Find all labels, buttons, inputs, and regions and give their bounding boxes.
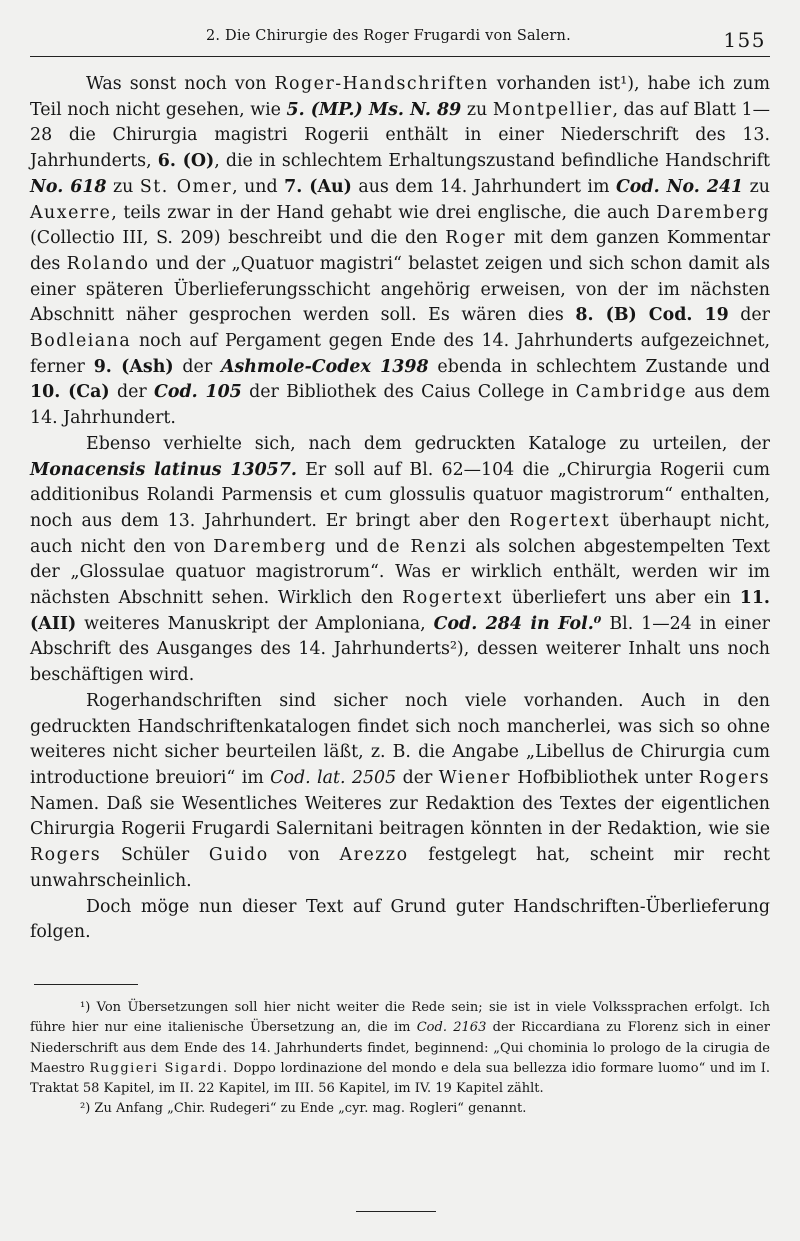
running-title: 2. Die Chirurgie des Roger Frugardi von Salern. [206,28,571,44]
footnote-2: ²) Zu Anfang „Chir. Rudegeri“ zu Ende „cyr. mag. Rogleri“ genannt. [80,1101,527,1117]
paragraph-3: Rogerhandschriften sind sicher noch viele vorhanden. Auch in den gedruckten Handschriftenkatalogen findet sich noch mancherlei, was sich so ohne weiteres nicht sicher beurteilen läßt, z. B. die Angabe „Libellus de Chirurgia cum introductione breuiori“ im Cod. lat. 2505 der Wiener Hofbibliothek unter Rogers Namen. Daß sie Wesentliches Weiteres zur Redaktion des Textes der eigentlichen Chirurgia Rogerii Frugardi Salernitani beitragen könnten in der Redaktion, wie sie Rogers Schüler Guido von Arezzo festgelegt hat, scheint mir recht unwahrscheinlich. [30,690,771,891]
page-number: 155 [723,28,766,52]
main-text [30,72,770,946]
bottom-rule [356,1211,436,1212]
paragraph-4: Doch möge nun dieser Text auf Grund guter Handschriften-Überlieferung folgen. [30,896,770,943]
paragraph-2: Ebenso verhielte sich, nach dem gedruckten Kataloge zu urteilen, der Monacensis latinus 13057. Er soll auf Bl. 62—104 die „Chirurgia Rogerii cum additionibus Rolandi Parmensis et cum glossulis quatuor magistrorum“ enthalten, noch aus dem 13. Jahrhundert. Er bringt aber den Rogertext überhaupt nicht, auch nicht den von Daremberg und de Renzi als solchen abgestempelten Text der „Glossulae quatuor magistrorum“. Was er wirklich enthält, werden wir im nächsten Abschnitt sehen. Wirklich den Rogertext überliefert uns aber ein 11. (AII) weiteres Manuskript der Amploniana, Cod. 284 in Fol.⁰ Bl. 1—24 in einer Abschrift des Ausganges des 14. Jahrhunderts²), dessen weiterer Inhalt uns noch beschäftigen wird. [30,433,771,686]
footnote-1: ¹) Von Übersetzungen soll hier nicht weiter die Rede sein; sie ist in viele Volkssprachen erfolgt. Ich führe hier nur eine italienische Übersetzung an, die im Cod. 2163 der Riccardiana zu Florenz sich in einer Niederschrift aus dem Ende des 14. Jahrhunderts findet, beginnend: „Qui chominia lo prologo de la cirugia de Maestro Ruggieri Sigardi. Doppo lordinazione del mondo e dela sua bellezza idio formare luomo“ und im I. Traktat 58 Kapitel, im II. 22 Kapitel, im III. 56 Kapitel, im IV. 19 Kapitel zählt. [30,1000,770,1097]
footnote-separator [34,984,138,985]
footnotes [30,998,770,1120]
paragraph-1: Was sonst noch von Roger-Handschriften vorhanden ist¹), habe ich zum Teil noch nicht gesehen, wie 5. (MP.) Ms. N. 89 zu Montpellier, das auf Blatt 1—28 die Chirurgia magistri Rogerii enthält in einer Niederschrift des 13. Jahrhunderts, 6. (O), die in schlechtem Erhaltungszustand befindliche Handschrift No. 618 zu St. Omer, und 7. (Au) aus dem 14. Jahrhundert im Cod. No. 241 zu Auxerre, teils zwar in der Hand gehabt wie drei englische, die auch Daremberg (Collectio III, S. 209) beschreibt und die den Roger mit dem ganzen Kommentar des Rolando und der „Quatuor magistri“ belastet zeigen und sich schon damit als einer späteren Überlieferungsschicht angehörig erweisen, von der im nächsten Abschnitt näher gesprochen werden soll. Es wären dies 8. (B) Cod. 19 der Bodleiana noch auf Pergament gegen Ende des 14. Jahrhunderts aufgezeichnet, ferner 9. (Ash) der Ashmole-Codex 1398 ebenda in schlechtem Zustande und 10. (Ca) der Cod. 105 der Bibliothek des Caius College in Cambridge aus dem 14. Jahrhundert. [30,74,771,429]
page-header [30,14,770,57]
